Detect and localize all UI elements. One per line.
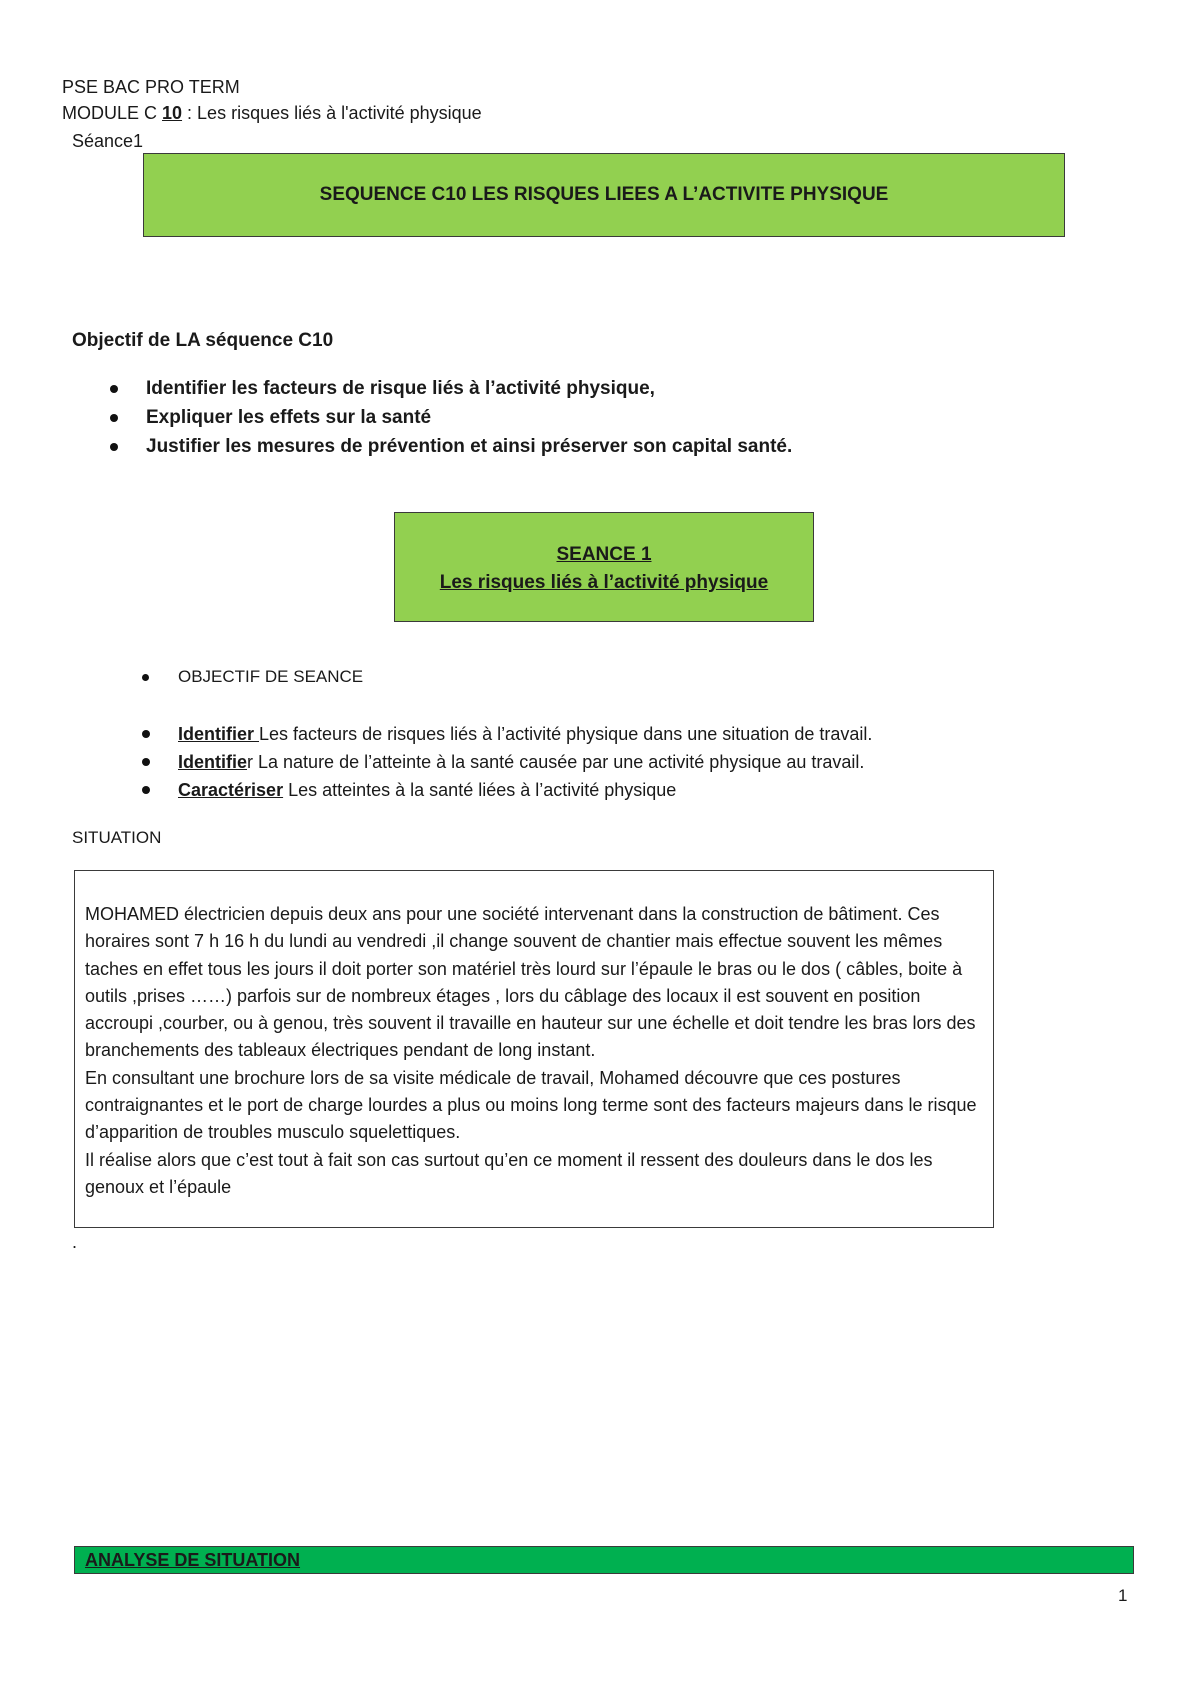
sequence-banner: SEQUENCE C10 LES RISQUES LIEES A L’ACTIVITE PHYSIQUE (143, 153, 1065, 237)
situation-box (74, 870, 994, 1228)
list-item (140, 720, 872, 748)
bullet-icon (110, 443, 118, 451)
page-number: 1 (1118, 1586, 1128, 1605)
module-prefix: MODULE C (62, 103, 163, 123)
situation-paragraph: Il réalise alors que c’est tout à fait son cas surtout qu’en ce moment il ressent des douleurs dans le dos les genoux et l’épaule (85, 1149, 933, 1197)
header-module-line (62, 100, 482, 126)
objective-text: Identifier les facteurs de risque liés à l’activité physique, (146, 378, 655, 399)
header-seance-line: Séance1 (72, 131, 144, 151)
objective-text: Justifier les mesures de prévention et ainsi préserver son capital santé. (146, 436, 793, 457)
list-item (110, 403, 792, 432)
objectives-title: Objectif de LA séquence C10 (72, 330, 334, 351)
list-item (110, 374, 792, 403)
list-item (140, 665, 363, 689)
goal-text: Les atteintes à la santé liées à l’activité physique (283, 780, 677, 800)
seance-box-subtitle: Les risques liés à l’activité physique (439, 572, 769, 593)
header-line-1: PSE BAC PRO TERM (62, 77, 240, 97)
bullet-icon (142, 730, 150, 738)
list-item (110, 432, 792, 461)
bullet-icon (110, 385, 118, 393)
seance-box (394, 512, 814, 622)
goal-text: r La nature de l’atteinte à la santé causée par une activité physique au travail. (247, 752, 865, 772)
list-item (140, 776, 872, 804)
module-title: : Les risques liés à l'activité physique (182, 103, 482, 123)
seance-objective-list (140, 665, 363, 689)
goal-verb: Identifier (178, 724, 260, 744)
list-item (140, 748, 872, 776)
bullet-icon (142, 674, 149, 681)
objective-text: Expliquer les effets sur la santé (146, 407, 432, 428)
trailing-dot: . (72, 1232, 78, 1252)
goal-verb: Caractériser (178, 780, 284, 800)
seance-box-title: SEANCE 1 (556, 544, 652, 565)
bullet-icon (142, 758, 150, 766)
bullet-icon (110, 414, 118, 422)
sequence-objectives-list (110, 374, 792, 461)
goal-text: Les facteurs de risques liés à l’activité physique dans une situation de travail. (259, 724, 873, 744)
seance-goals-list (140, 720, 872, 804)
seance-objective-label: OBJECTIF DE SEANCE (178, 667, 364, 686)
situation-label: SITUATION (72, 828, 162, 847)
bullet-icon (142, 786, 150, 794)
situation-paragraph: En consultant une brochure lors de sa visite médicale de travail, Mohamed découvre que ces postures contraignantes et le port de charge lourdes a plus ou moins long terme sont des facteurs majeurs dans le risque d’apparition de troubles musculo squelettiques. (85, 1067, 977, 1143)
module-number: 10 (162, 103, 183, 123)
analysis-banner: ANALYSE DE SITUATION (74, 1546, 1134, 1574)
situation-paragraph: MOHAMED électricien depuis deux ans pour une société intervenant dans la construction de bâtiment. Ces horaires sont 7 h 16 h du lundi au vendredi ,il change souvent de chantier mais effectue souvent les mêmes taches en effet tous les jours il doit porter son matériel très lourd sur l’épaule le bras ou le dos ( câbles, boite à outils ,prises ……) parfois sur de nombreux étages , lors du câblage des locaux il est souvent en position accroupi ,courber, ou à genou, très souvent il travaille en hauteur sur une échelle et doit tendre les bras lors des branchements des tableaux électriques pendant de long instant. (85, 904, 976, 1061)
goal-verb: Identifie (178, 752, 248, 772)
